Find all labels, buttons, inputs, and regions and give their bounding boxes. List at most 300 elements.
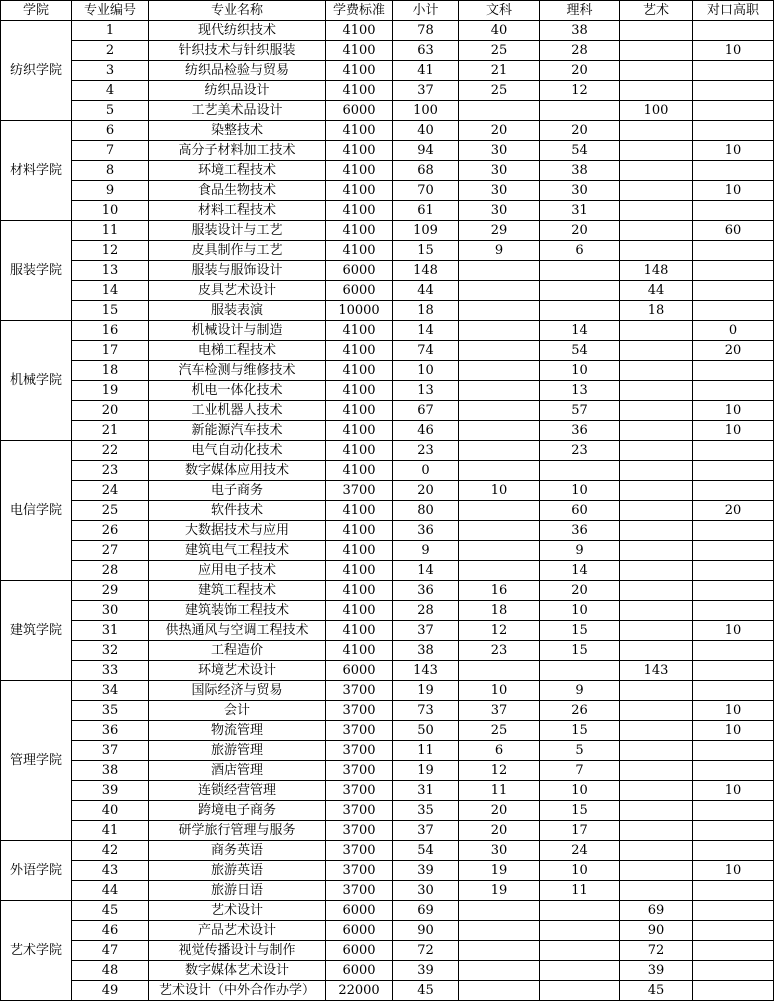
table-row [1, 381, 774, 401]
major-code-cell: 35 [72, 701, 149, 721]
arts-cell [620, 621, 693, 641]
subtotal-cell: 44 [393, 281, 459, 301]
tuition-cell: 6000 [326, 921, 393, 941]
science-cell [540, 101, 620, 121]
arts-cell [620, 601, 693, 621]
major-name-cell: 工程造价 [149, 641, 326, 661]
college-cell: 艺术学院 [1, 901, 72, 1001]
tuition-cell: 6000 [326, 661, 393, 681]
major-name-cell: 现代纺织技术 [149, 21, 326, 41]
major-name-cell: 数字媒体应用技术 [149, 461, 326, 481]
science-cell: 15 [540, 621, 620, 641]
major-name-cell: 汽车检测与维修技术 [149, 361, 326, 381]
arts-cell [620, 41, 693, 61]
major-code-cell: 23 [72, 461, 149, 481]
liberal-arts-cell: 11 [459, 781, 540, 801]
table-row [1, 241, 774, 261]
major-name-cell: 数字媒体艺术设计 [149, 961, 326, 981]
vocational-cell [693, 921, 774, 941]
college-cell: 外语学院 [1, 841, 72, 901]
arts-cell [620, 701, 693, 721]
arts-cell: 100 [620, 101, 693, 121]
college-cell: 机械学院 [1, 321, 72, 441]
vocational-cell: 10 [693, 181, 774, 201]
major-name-cell: 服装设计与工艺 [149, 221, 326, 241]
arts-cell [620, 721, 693, 741]
table-row [1, 921, 774, 941]
science-cell: 38 [540, 21, 620, 41]
header-subtotal: 小计 [393, 1, 459, 21]
arts-cell [620, 761, 693, 781]
tuition-cell: 4100 [326, 381, 393, 401]
major-name-cell: 工艺美术品设计 [149, 101, 326, 121]
vocational-cell [693, 741, 774, 761]
table-row [1, 961, 774, 981]
major-code-cell: 1 [72, 21, 149, 41]
science-cell: 36 [540, 421, 620, 441]
liberal-arts-cell: 29 [459, 221, 540, 241]
science-cell: 26 [540, 701, 620, 721]
arts-cell [620, 141, 693, 161]
table-row [1, 461, 774, 481]
subtotal-cell: 143 [393, 661, 459, 681]
table-row [1, 601, 774, 621]
tuition-cell: 4100 [326, 21, 393, 41]
college-cell: 材料学院 [1, 121, 72, 221]
subtotal-cell: 148 [393, 261, 459, 281]
science-cell: 10 [540, 861, 620, 881]
major-code-cell: 7 [72, 141, 149, 161]
header-liberal-arts: 文科 [459, 1, 540, 21]
major-code-cell: 32 [72, 641, 149, 661]
table-row [1, 161, 774, 181]
liberal-arts-cell: 30 [459, 201, 540, 221]
header-major-code: 专业编号 [72, 1, 149, 21]
major-code-cell: 20 [72, 401, 149, 421]
major-name-cell: 服装与服饰设计 [149, 261, 326, 281]
arts-cell [620, 681, 693, 701]
liberal-arts-cell [459, 421, 540, 441]
arts-cell: 39 [620, 961, 693, 981]
arts-cell [620, 121, 693, 141]
science-cell: 31 [540, 201, 620, 221]
science-cell: 6 [540, 241, 620, 261]
science-cell [540, 301, 620, 321]
liberal-arts-cell: 18 [459, 601, 540, 621]
major-name-cell: 旅游英语 [149, 861, 326, 881]
liberal-arts-cell: 40 [459, 21, 540, 41]
major-name-cell: 应用电子技术 [149, 561, 326, 581]
arts-cell [620, 401, 693, 421]
table-row [1, 501, 774, 521]
arts-cell [620, 21, 693, 41]
tuition-cell: 4100 [326, 581, 393, 601]
tuition-cell: 3700 [326, 721, 393, 741]
major-code-cell: 37 [72, 741, 149, 761]
science-cell: 60 [540, 501, 620, 521]
major-name-cell: 机械设计与制造 [149, 321, 326, 341]
vocational-cell [693, 681, 774, 701]
major-code-cell: 29 [72, 581, 149, 601]
arts-cell [620, 461, 693, 481]
major-code-cell: 5 [72, 101, 149, 121]
major-name-cell: 建筑电气工程技术 [149, 541, 326, 561]
subtotal-cell: 36 [393, 581, 459, 601]
liberal-arts-cell [459, 501, 540, 521]
liberal-arts-cell: 16 [459, 581, 540, 601]
science-cell [540, 901, 620, 921]
subtotal-cell: 37 [393, 821, 459, 841]
arts-cell [620, 521, 693, 541]
arts-cell [620, 221, 693, 241]
liberal-arts-cell [459, 261, 540, 281]
major-name-cell: 电子商务 [149, 481, 326, 501]
major-code-cell: 47 [72, 941, 149, 961]
table-row [1, 781, 774, 801]
liberal-arts-cell: 20 [459, 821, 540, 841]
science-cell [540, 921, 620, 941]
science-cell: 36 [540, 521, 620, 541]
major-name-cell: 艺术设计 [149, 901, 326, 921]
liberal-arts-cell: 25 [459, 81, 540, 101]
table-row [1, 21, 774, 41]
major-code-cell: 9 [72, 181, 149, 201]
arts-cell: 69 [620, 901, 693, 921]
subtotal-cell: 13 [393, 381, 459, 401]
liberal-arts-cell [459, 301, 540, 321]
tuition-cell: 4100 [326, 121, 393, 141]
major-name-cell: 环境艺术设计 [149, 661, 326, 681]
table-row [1, 61, 774, 81]
table-row [1, 721, 774, 741]
major-code-cell: 27 [72, 541, 149, 561]
table-row [1, 681, 774, 701]
vocational-cell [693, 361, 774, 381]
liberal-arts-cell: 9 [459, 241, 540, 261]
subtotal-cell: 37 [393, 621, 459, 641]
vocational-cell [693, 481, 774, 501]
major-name-cell: 建筑装饰工程技术 [149, 601, 326, 621]
tuition-cell: 6000 [326, 961, 393, 981]
major-code-cell: 36 [72, 721, 149, 741]
science-cell: 20 [540, 121, 620, 141]
arts-cell [620, 481, 693, 501]
major-name-cell: 纺织品设计 [149, 81, 326, 101]
major-name-cell: 产品艺术设计 [149, 921, 326, 941]
subtotal-cell: 31 [393, 781, 459, 801]
liberal-arts-cell [459, 361, 540, 381]
arts-cell [620, 241, 693, 261]
table-row [1, 281, 774, 301]
vocational-cell [693, 961, 774, 981]
arts-cell [620, 381, 693, 401]
vocational-cell: 10 [693, 701, 774, 721]
table-row [1, 581, 774, 601]
science-cell: 38 [540, 161, 620, 181]
subtotal-cell: 78 [393, 21, 459, 41]
subtotal-cell: 80 [393, 501, 459, 521]
liberal-arts-cell: 12 [459, 621, 540, 641]
subtotal-cell: 0 [393, 461, 459, 481]
subtotal-cell: 9 [393, 541, 459, 561]
subtotal-cell: 39 [393, 861, 459, 881]
tuition-cell: 4100 [326, 521, 393, 541]
science-cell: 10 [540, 781, 620, 801]
vocational-cell [693, 281, 774, 301]
tuition-cell: 4100 [326, 221, 393, 241]
arts-cell [620, 501, 693, 521]
major-name-cell: 会计 [149, 701, 326, 721]
tuition-cell: 3700 [326, 701, 393, 721]
arts-cell [620, 841, 693, 861]
subtotal-cell: 30 [393, 881, 459, 901]
major-name-cell: 高分子材料加工技术 [149, 141, 326, 161]
science-cell: 15 [540, 801, 620, 821]
tuition-cell: 3700 [326, 861, 393, 881]
science-cell: 9 [540, 541, 620, 561]
tuition-cell: 4100 [326, 141, 393, 161]
arts-cell [620, 321, 693, 341]
arts-cell [620, 341, 693, 361]
subtotal-cell: 19 [393, 761, 459, 781]
vocational-cell: 10 [693, 621, 774, 641]
liberal-arts-cell [459, 401, 540, 421]
subtotal-cell: 69 [393, 901, 459, 921]
table-row [1, 401, 774, 421]
tuition-cell: 3700 [326, 881, 393, 901]
tuition-cell: 4100 [326, 621, 393, 641]
major-name-cell: 商务英语 [149, 841, 326, 861]
major-code-cell: 4 [72, 81, 149, 101]
science-cell [540, 661, 620, 681]
major-code-cell: 3 [72, 61, 149, 81]
vocational-cell: 10 [693, 41, 774, 61]
table-row [1, 541, 774, 561]
vocational-cell: 10 [693, 781, 774, 801]
vocational-cell [693, 521, 774, 541]
subtotal-cell: 109 [393, 221, 459, 241]
vocational-cell [693, 761, 774, 781]
science-cell: 23 [540, 441, 620, 461]
liberal-arts-cell: 10 [459, 481, 540, 501]
major-code-cell: 15 [72, 301, 149, 321]
tuition-cell: 4100 [326, 41, 393, 61]
subtotal-cell: 14 [393, 561, 459, 581]
tuition-cell: 4100 [326, 641, 393, 661]
liberal-arts-cell [459, 381, 540, 401]
science-cell: 20 [540, 221, 620, 241]
college-cell: 管理学院 [1, 681, 72, 841]
vocational-cell [693, 841, 774, 861]
liberal-arts-cell: 30 [459, 841, 540, 861]
major-code-cell: 40 [72, 801, 149, 821]
major-name-cell: 染整技术 [149, 121, 326, 141]
major-name-cell: 物流管理 [149, 721, 326, 741]
tuition-cell: 3700 [326, 801, 393, 821]
science-cell: 10 [540, 361, 620, 381]
liberal-arts-cell: 30 [459, 141, 540, 161]
major-code-cell: 48 [72, 961, 149, 981]
table-row [1, 181, 774, 201]
science-cell: 24 [540, 841, 620, 861]
arts-cell: 45 [620, 981, 693, 1001]
liberal-arts-cell [459, 561, 540, 581]
subtotal-cell: 36 [393, 521, 459, 541]
subtotal-cell: 61 [393, 201, 459, 221]
subtotal-cell: 38 [393, 641, 459, 661]
major-name-cell: 供热通风与空调工程技术 [149, 621, 326, 641]
table-row [1, 761, 774, 781]
arts-cell [620, 181, 693, 201]
liberal-arts-cell [459, 901, 540, 921]
liberal-arts-cell: 6 [459, 741, 540, 761]
arts-cell [620, 201, 693, 221]
major-code-cell: 46 [72, 921, 149, 941]
arts-cell: 72 [620, 941, 693, 961]
arts-cell [620, 161, 693, 181]
major-code-cell: 25 [72, 501, 149, 521]
major-code-cell: 24 [72, 481, 149, 501]
header-college: 学院 [1, 1, 72, 21]
subtotal-cell: 100 [393, 101, 459, 121]
subtotal-cell: 54 [393, 841, 459, 861]
science-cell [540, 941, 620, 961]
subtotal-cell: 41 [393, 61, 459, 81]
major-name-cell: 环境工程技术 [149, 161, 326, 181]
major-code-cell: 49 [72, 981, 149, 1001]
vocational-cell: 20 [693, 341, 774, 361]
tuition-cell: 3700 [326, 821, 393, 841]
major-code-cell: 10 [72, 201, 149, 221]
college-cell: 纺织学院 [1, 21, 72, 121]
vocational-cell [693, 661, 774, 681]
liberal-arts-cell [459, 941, 540, 961]
liberal-arts-cell: 30 [459, 161, 540, 181]
table-row [1, 121, 774, 141]
major-code-cell: 12 [72, 241, 149, 261]
header-arts: 艺术 [620, 1, 693, 21]
vocational-cell [693, 541, 774, 561]
arts-cell [620, 741, 693, 761]
table-row [1, 321, 774, 341]
major-code-cell: 39 [72, 781, 149, 801]
vocational-cell [693, 161, 774, 181]
tuition-cell: 3700 [326, 681, 393, 701]
vocational-cell [693, 301, 774, 321]
table-row [1, 141, 774, 161]
header-tuition: 学费标准 [326, 1, 393, 21]
table-row [1, 41, 774, 61]
liberal-arts-cell [459, 541, 540, 561]
science-cell: 54 [540, 141, 620, 161]
tuition-cell: 3700 [326, 741, 393, 761]
tuition-cell: 6000 [326, 941, 393, 961]
tuition-cell: 4100 [326, 341, 393, 361]
subtotal-cell: 67 [393, 401, 459, 421]
vocational-cell [693, 641, 774, 661]
arts-cell [620, 581, 693, 601]
table-row [1, 341, 774, 361]
major-name-cell: 跨境电子商务 [149, 801, 326, 821]
major-name-cell: 针织技术与针织服装 [149, 41, 326, 61]
table-row [1, 201, 774, 221]
table-row [1, 641, 774, 661]
tuition-cell: 4100 [326, 361, 393, 381]
subtotal-cell: 72 [393, 941, 459, 961]
major-name-cell: 皮具制作与工艺 [149, 241, 326, 261]
major-code-cell: 21 [72, 421, 149, 441]
table-row [1, 861, 774, 881]
arts-cell [620, 361, 693, 381]
subtotal-cell: 14 [393, 321, 459, 341]
vocational-cell [693, 61, 774, 81]
table-row [1, 301, 774, 321]
arts-cell: 18 [620, 301, 693, 321]
arts-cell [620, 441, 693, 461]
science-cell: 17 [540, 821, 620, 841]
subtotal-cell: 40 [393, 121, 459, 141]
arts-cell [620, 421, 693, 441]
vocational-cell [693, 901, 774, 921]
vocational-cell [693, 801, 774, 821]
tuition-cell: 4100 [326, 61, 393, 81]
major-name-cell: 研学旅行管理与服务 [149, 821, 326, 841]
science-cell: 11 [540, 881, 620, 901]
science-cell: 9 [540, 681, 620, 701]
college-cell: 服装学院 [1, 221, 72, 321]
science-cell: 10 [540, 481, 620, 501]
vocational-cell [693, 441, 774, 461]
major-name-cell: 电气自动化技术 [149, 441, 326, 461]
table-row [1, 561, 774, 581]
table-row [1, 981, 774, 1001]
tuition-cell: 4100 [326, 541, 393, 561]
major-name-cell: 大数据技术与应用 [149, 521, 326, 541]
liberal-arts-cell [459, 981, 540, 1001]
arts-cell [620, 781, 693, 801]
vocational-cell [693, 561, 774, 581]
subtotal-cell: 23 [393, 441, 459, 461]
liberal-arts-cell: 37 [459, 701, 540, 721]
science-cell [540, 281, 620, 301]
liberal-arts-cell: 20 [459, 801, 540, 821]
major-name-cell: 食品生物技术 [149, 181, 326, 201]
tuition-cell: 4100 [326, 241, 393, 261]
liberal-arts-cell: 12 [459, 761, 540, 781]
science-cell: 10 [540, 601, 620, 621]
subtotal-cell: 90 [393, 921, 459, 941]
tuition-cell: 10000 [326, 301, 393, 321]
arts-cell [620, 61, 693, 81]
liberal-arts-cell: 20 [459, 121, 540, 141]
major-code-cell: 22 [72, 441, 149, 461]
vocational-cell: 10 [693, 141, 774, 161]
header-row [1, 1, 774, 21]
major-name-cell: 建筑工程技术 [149, 581, 326, 601]
subtotal-cell: 11 [393, 741, 459, 761]
science-cell: 14 [540, 321, 620, 341]
liberal-arts-cell: 21 [459, 61, 540, 81]
arts-cell [620, 821, 693, 841]
header-science: 理科 [540, 1, 620, 21]
vocational-cell [693, 821, 774, 841]
subtotal-cell: 45 [393, 981, 459, 1001]
tuition-cell: 6000 [326, 101, 393, 121]
liberal-arts-cell: 30 [459, 181, 540, 201]
major-code-cell: 8 [72, 161, 149, 181]
subtotal-cell: 74 [393, 341, 459, 361]
science-cell: 7 [540, 761, 620, 781]
